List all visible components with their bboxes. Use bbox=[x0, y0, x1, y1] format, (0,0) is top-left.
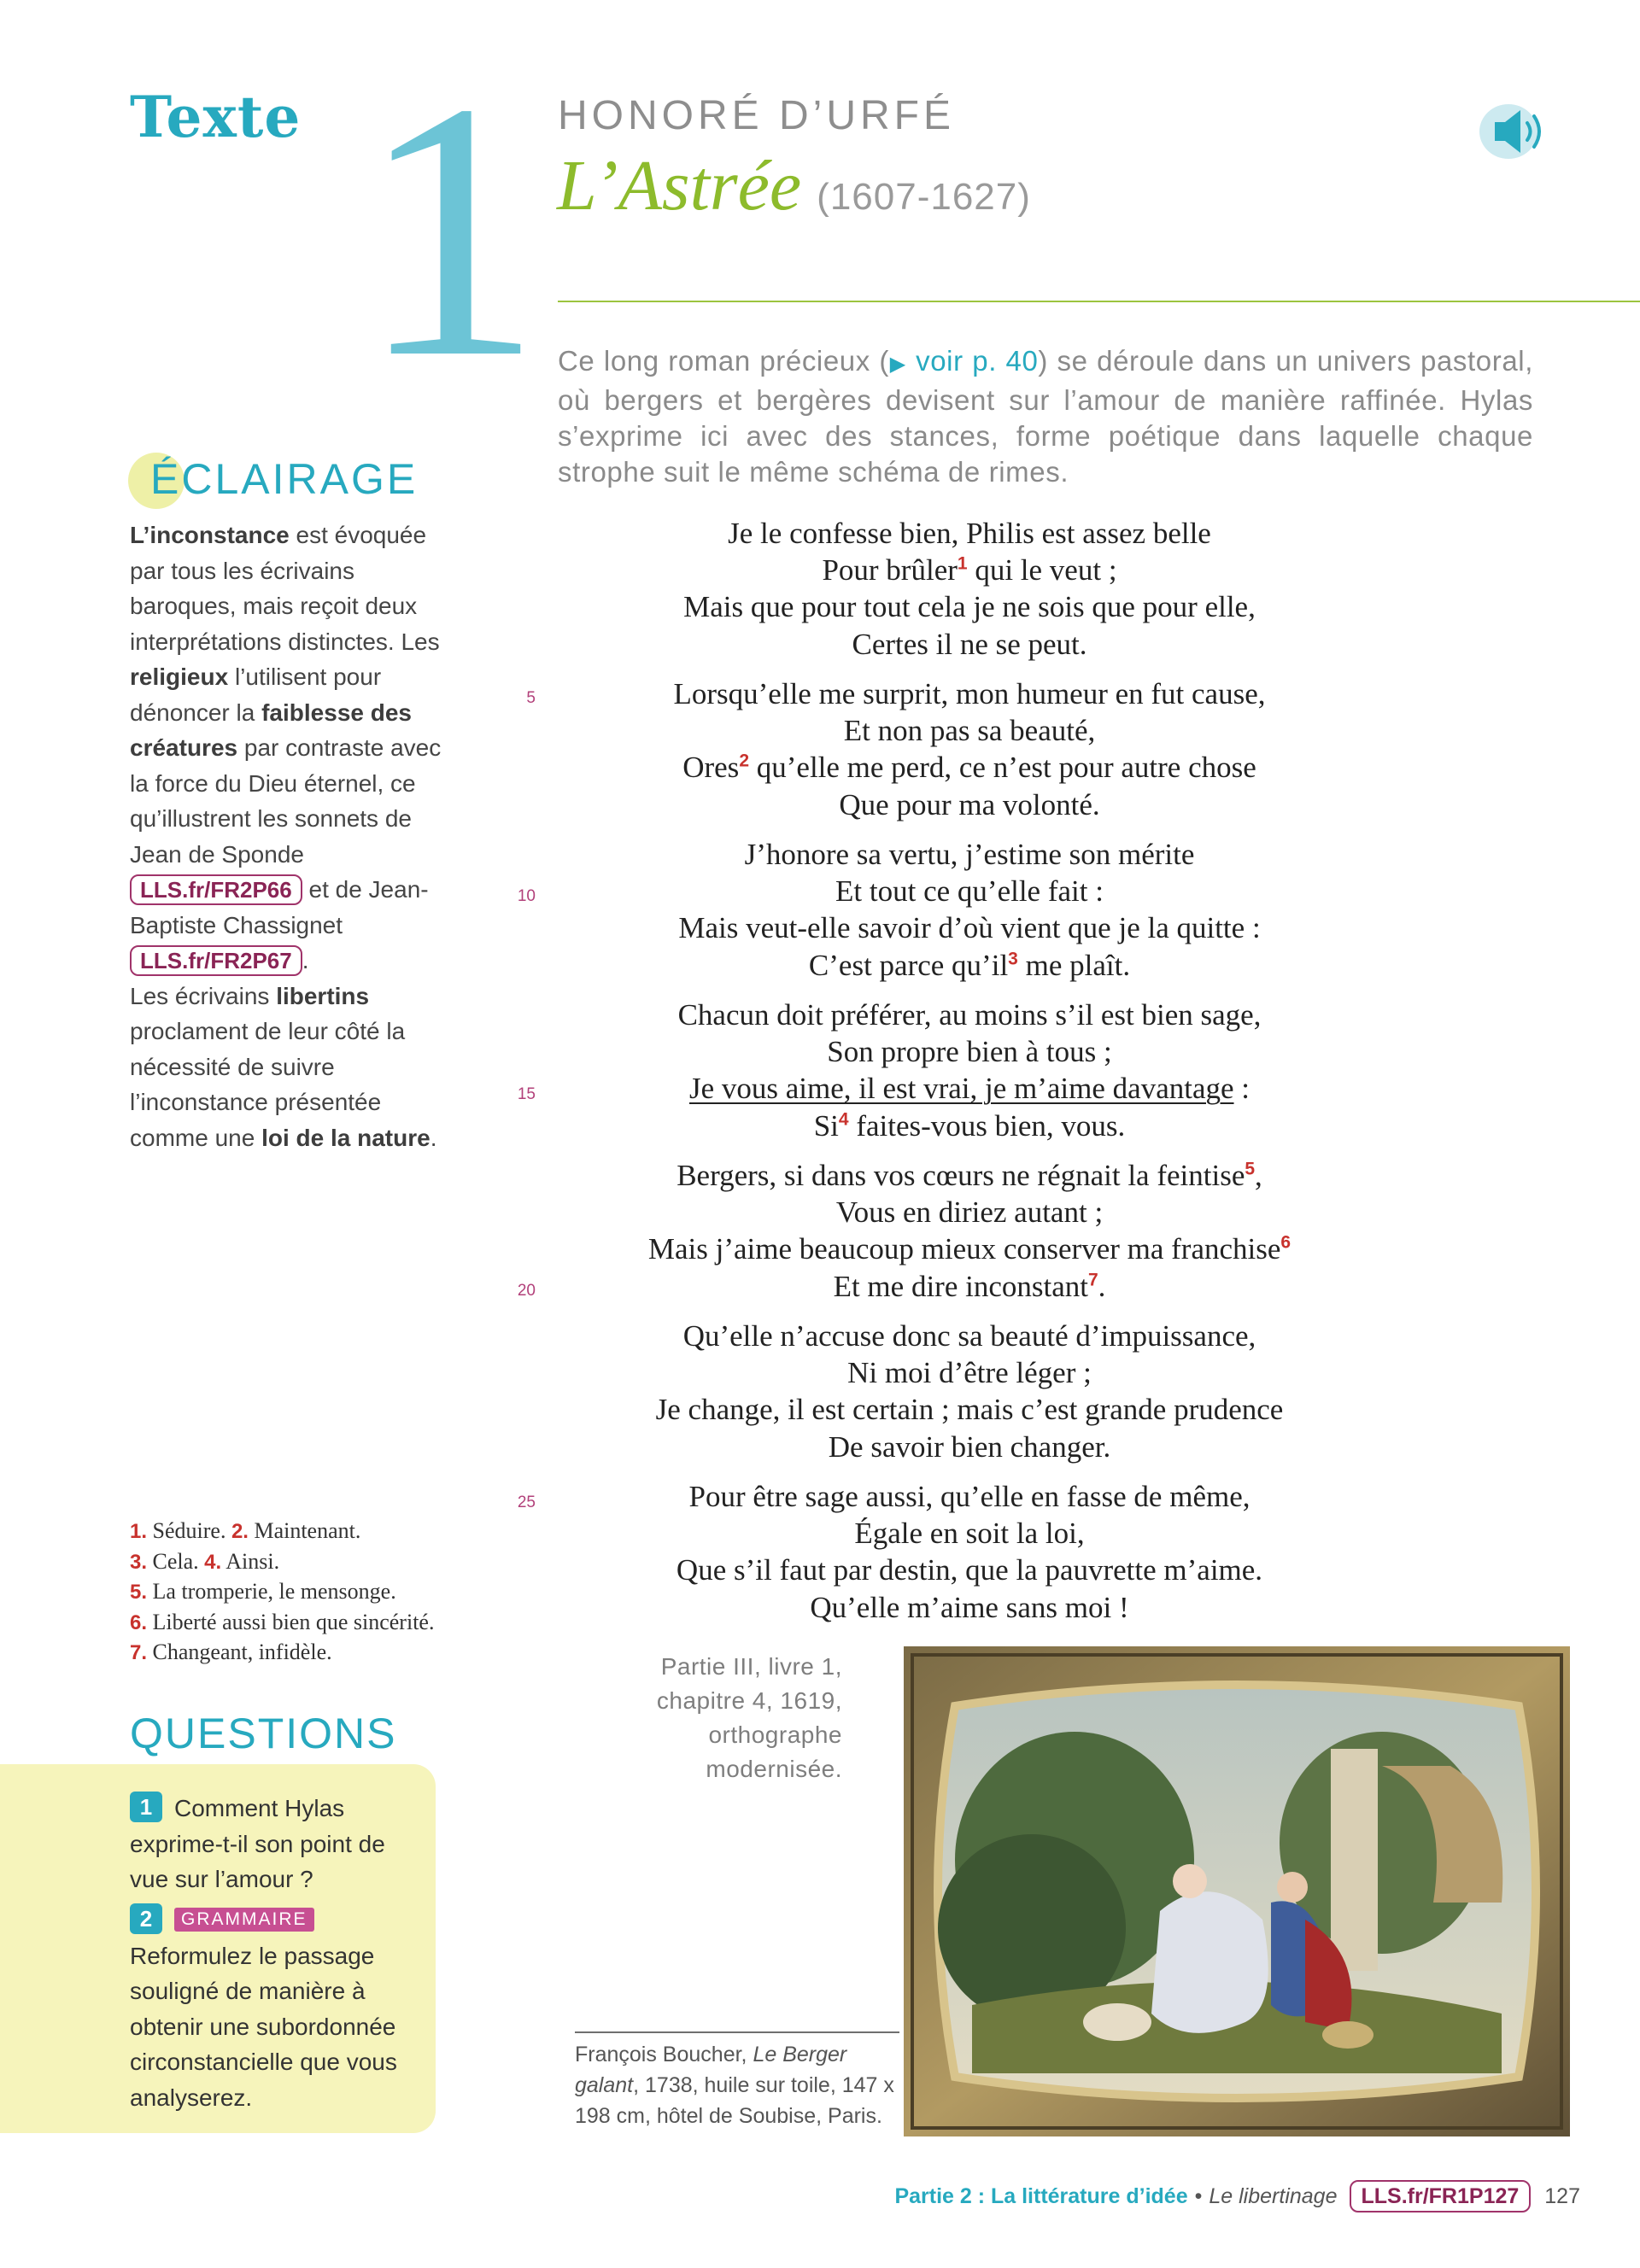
painting-title: Le Berger galant bbox=[575, 2043, 847, 2097]
poem-text: me plaît. bbox=[1017, 948, 1131, 982]
footnote-ref: 6 bbox=[1280, 1232, 1292, 1253]
poem-text: Si bbox=[813, 1108, 839, 1143]
poem-text: qui le veut ; bbox=[967, 553, 1117, 587]
poem-line bbox=[615, 1230, 1324, 1267]
question-number: 1 bbox=[130, 1792, 162, 1822]
poem-stanza bbox=[615, 1318, 1324, 1465]
footnote-text: Liberté aussi bien que sincérité. bbox=[147, 1609, 435, 1634]
poem-text: qu’elle me perd, ce n’est pour autre chose bbox=[749, 751, 1256, 785]
poem-line: Chacun doit préférer, au moins s’il est bien sage, bbox=[677, 998, 1262, 1032]
poem-line: Certes il ne se peut. bbox=[852, 627, 1087, 661]
source-reference: Partie III, livre 1, chapitre 4, 1619, orthographe modernisée. bbox=[656, 1653, 842, 1782]
poem-text: faites-vous bien, vous. bbox=[848, 1108, 1126, 1143]
poem-stanza bbox=[615, 836, 1324, 984]
question-1 bbox=[130, 1791, 420, 1897]
footer-chapter: Le libertinage bbox=[1209, 2183, 1338, 2208]
keyword-religieux: religieux bbox=[130, 663, 229, 690]
poem-text: : bbox=[1233, 1072, 1250, 1106]
poem-stanza bbox=[615, 1478, 1324, 1626]
footnote-number: 4. bbox=[204, 1550, 222, 1574]
footer-separator: • bbox=[1194, 2183, 1203, 2208]
footnote-text: Ainsi. bbox=[221, 1548, 280, 1574]
footnote-text: Maintenant. bbox=[248, 1518, 361, 1543]
poem-line: Ni moi d’être léger ; bbox=[847, 1356, 1092, 1390]
footnote-ref: 1 bbox=[957, 553, 968, 574]
question-text: Reformulez le passage souligné de manière à obtenir une subordonnée circonstancielle que vous analyserez. bbox=[130, 1942, 397, 2111]
poem-line: Qu’elle m’aime sans moi ! bbox=[810, 1590, 1129, 1624]
poem-stanza bbox=[615, 997, 1324, 1144]
speaker-icon bbox=[1478, 101, 1556, 162]
questions-heading: QUESTIONS bbox=[130, 1710, 397, 1757]
eclairage-text: . bbox=[430, 1124, 437, 1151]
caption-text: François Boucher, bbox=[575, 2043, 753, 2066]
poem-line: Égale en soit la loi, bbox=[854, 1517, 1085, 1551]
footnote-text: Changeant, infidèle. bbox=[147, 1640, 332, 1664]
question-text: Comment Hylas exprime-t-il son point de vue sur l’amour ? bbox=[130, 1795, 385, 1892]
poem-line: Vous en diriez autant ; bbox=[835, 1195, 1104, 1230]
underlined-passage: Je vous aime, il est vrai, je m’aime davantage bbox=[688, 1072, 1234, 1106]
footnote-text: La tromperie, le mensonge. bbox=[147, 1579, 396, 1604]
play-triangle-icon: ▶ bbox=[888, 353, 907, 376]
poem-text: Et me dire inconstant bbox=[833, 1269, 1088, 1303]
poem-line bbox=[615, 1268, 1324, 1305]
footnote-number: 1. bbox=[130, 1520, 148, 1543]
question-2 bbox=[130, 1903, 420, 2115]
line-number: 5 bbox=[526, 689, 536, 707]
footnote-text: Cela. bbox=[147, 1548, 205, 1574]
caption-text: , 1738, huile sur toile, 147 x 198 cm, hôtel de Soubise, Paris. bbox=[575, 2073, 894, 2128]
eclairage-text: Les écrivains bbox=[130, 982, 277, 1009]
keyword-libertins: libertins bbox=[276, 982, 370, 1009]
footnote-ref: 2 bbox=[739, 751, 749, 771]
poem-line bbox=[615, 749, 1324, 786]
footnote-ref: 4 bbox=[838, 1108, 849, 1129]
footnote-number: 5. bbox=[130, 1581, 148, 1604]
poem-text: Bergers, si dans vos cœurs ne régnait la feintise bbox=[676, 1159, 1245, 1192]
line-number: 15 bbox=[517, 1085, 536, 1103]
poem-text: Pour brûler bbox=[822, 553, 958, 587]
line-number: 20 bbox=[517, 1282, 536, 1300]
footnote-ref: 3 bbox=[1008, 948, 1018, 968]
eclairage-body bbox=[130, 517, 446, 1155]
painting-caption bbox=[575, 2039, 899, 2131]
eclairage-text: l’utilisent pour dénoncer la bbox=[130, 663, 382, 726]
lls-link-chassignet[interactable]: LLS.fr/FR2P67 bbox=[130, 945, 302, 976]
poem-line bbox=[615, 1157, 1324, 1194]
poem-line: Je change, il est certain ; mais c’est grande prudence bbox=[655, 1393, 1284, 1427]
eclairage-text: est évoquée par tous les écrivains baroques, mais reçoit deux interprétations distinctes. Les bbox=[130, 522, 440, 655]
footnotes bbox=[130, 1517, 454, 1669]
poem-text: , bbox=[1255, 1159, 1262, 1192]
footnote-number: 6. bbox=[130, 1610, 148, 1634]
eclairage-text: . bbox=[302, 947, 309, 973]
painting-illustration bbox=[904, 1646, 1570, 2136]
footnote-ref: 5 bbox=[1245, 1159, 1256, 1179]
intro-paragraph bbox=[558, 343, 1533, 490]
poem-stanza bbox=[615, 1157, 1324, 1305]
poem-line: J’honore sa vertu, j’estime son mérite bbox=[744, 838, 1195, 871]
audio-button[interactable] bbox=[1478, 101, 1556, 162]
poem-line: Que s’il faut par destin, que la pauvrette m’aime. bbox=[676, 1553, 1263, 1587]
grammar-tag: GRAMMAIRE bbox=[174, 1908, 314, 1932]
poem-line bbox=[615, 1108, 1324, 1144]
poem-line: Qu’elle n’accuse donc sa beauté d’impuissance, bbox=[682, 1319, 1256, 1353]
eclairage-text: proclament de leur côté la nécessité de suivre l’inconstance présentée comme une bbox=[130, 1018, 406, 1151]
eclairage-text: par contraste avec la force du Dieu éternel, ce qu’illustrent les sonnets de Jean de Sponde bbox=[130, 734, 442, 868]
poem-text: . bbox=[1098, 1269, 1106, 1303]
poem-stanza bbox=[615, 515, 1324, 663]
keyword-loi-nature: loi de la nature bbox=[261, 1124, 430, 1151]
poem-line bbox=[615, 1070, 1324, 1107]
eclairage-text: et de Jean-Baptiste Chassignet bbox=[130, 876, 429, 938]
eclairage-heading: ÉCLAIRAGE bbox=[150, 455, 419, 503]
question-number: 2 bbox=[130, 1903, 162, 1934]
work-dates: (1607-1627) bbox=[817, 176, 1031, 218]
footer-lls-link[interactable]: LLS.fr/FR1P127 bbox=[1350, 2180, 1532, 2212]
header-divider bbox=[558, 301, 1640, 302]
poem-line: Lorsqu’elle me surprit, mon humeur en fut cause, bbox=[673, 677, 1266, 710]
caption-divider bbox=[575, 2031, 899, 2033]
footer-part: Partie 2 : La littérature d’idée bbox=[894, 2183, 1188, 2208]
poem-line bbox=[615, 947, 1324, 984]
painting-image bbox=[904, 1646, 1570, 2136]
lls-link-sponde[interactable]: LLS.fr/FR2P66 bbox=[130, 874, 302, 905]
line-number: 10 bbox=[517, 887, 536, 905]
work-title: L’Astrée bbox=[557, 146, 802, 225]
page-number: 127 bbox=[1544, 2183, 1580, 2208]
poem-line: Son propre bien à tous ; bbox=[827, 1035, 1112, 1069]
poem-text: Ores bbox=[682, 751, 740, 785]
footnote-text: Séduire. bbox=[147, 1518, 231, 1543]
poem-line: Et non pas sa beauté, bbox=[843, 714, 1096, 748]
line-number: 25 bbox=[517, 1493, 536, 1511]
poem-line: Mais veut-elle savoir d’où vient que je la quitte : bbox=[678, 911, 1261, 945]
poem-text: Mais j’aime beaucoup mieux conserver ma franchise bbox=[647, 1232, 1281, 1266]
poem-line: Pour être sage aussi, qu’elle en fasse de même, bbox=[688, 1480, 1250, 1513]
footnote-number: 7. bbox=[130, 1641, 148, 1664]
page-footer bbox=[846, 2177, 1580, 2215]
intro-page-reference[interactable]: voir p. 40 bbox=[916, 345, 1039, 377]
footnote-number: 2. bbox=[231, 1520, 249, 1543]
poem-line bbox=[615, 552, 1324, 588]
poem-line: Que pour ma volonté. bbox=[839, 787, 1100, 821]
poem-line: Je le confesse bien, Philis est assez belle bbox=[728, 517, 1211, 550]
footnote-ref: 7 bbox=[1087, 1269, 1098, 1289]
poem-text: C’est parce qu’il bbox=[808, 948, 1009, 982]
work-title-block bbox=[557, 146, 1031, 225]
poem-stanza bbox=[615, 675, 1324, 823]
intro-text-start: Ce long roman précieux ( bbox=[558, 345, 889, 377]
text-number: 1 bbox=[359, 27, 542, 434]
footnote-number: 3. bbox=[130, 1550, 148, 1574]
text-label: Texte bbox=[130, 84, 302, 150]
keyword-inconstance: L’inconstance bbox=[130, 522, 290, 548]
keyword-faiblesse: faiblesse des créatures bbox=[130, 699, 412, 761]
poem-line: Et tout ce qu’elle fait : bbox=[835, 874, 1104, 909]
author-name: HONORÉ D’URFÉ bbox=[558, 93, 956, 138]
poem-line: De savoir bien changer. bbox=[828, 1429, 1111, 1464]
intro-text-end: ) se déroule dans un univers pastoral, où bergers et bergères devisent sur l’amour de manière raffinée. Hylas s’exprime ici avec des stances, forme poétique dans laquelle chaque strophe suit le même schéma de rimes. bbox=[558, 345, 1533, 488]
poem-line: Mais que pour tout cela je ne sois que pour elle, bbox=[683, 590, 1256, 624]
